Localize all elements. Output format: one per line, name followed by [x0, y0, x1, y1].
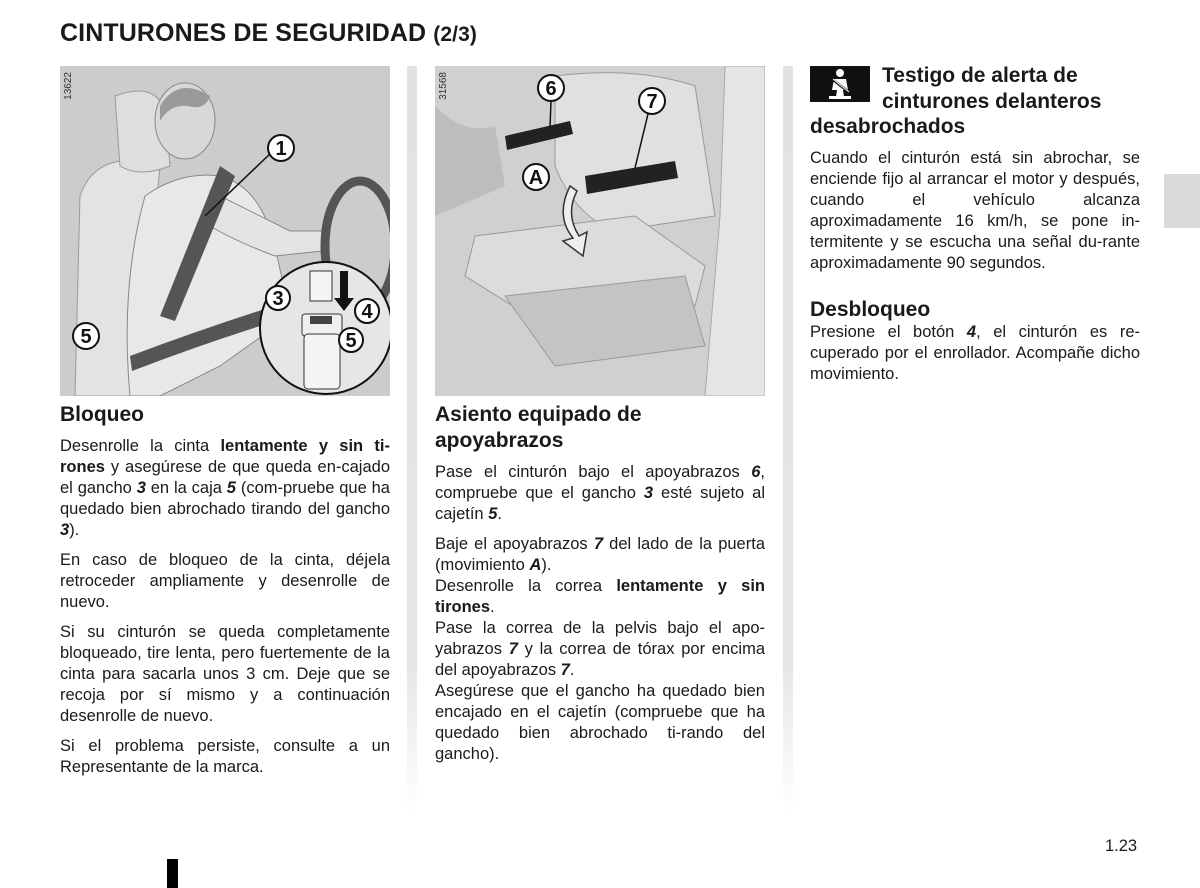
warning-title-line1: Testigo de alerta de [882, 64, 1078, 87]
figure-seat-armrests [435, 66, 765, 396]
paragraph-rich [435, 462, 765, 525]
emphasis-text: 7 [508, 640, 518, 658]
emphasis-text: 3 [60, 521, 70, 539]
column-asiento-apoyabrazos [435, 402, 765, 774]
svg-text:1: 1 [275, 138, 287, 160]
emphasis-text: 5 [226, 479, 236, 497]
callout-1 [268, 135, 294, 161]
svg-text:5: 5 [80, 326, 92, 348]
svg-text:3: 3 [272, 288, 284, 310]
emphasis-text: 6 [751, 463, 761, 481]
figure-code: 31568 [438, 72, 449, 100]
text-run: . [490, 598, 495, 616]
text-run: (com-pruebe que ha quedado bien abrochado tirando del gancho [60, 479, 390, 518]
text-run: Presione el botón [810, 323, 967, 341]
text-run: del lado de la puerta (movimiento [435, 535, 765, 574]
text-run: , compruebe que el gancho [435, 463, 765, 502]
text-run: ). [541, 556, 552, 574]
text-run: y asegúrese de que queda en-cajado el gancho [60, 458, 390, 497]
page-title [60, 19, 477, 48]
paragraph-rich [435, 576, 765, 618]
callout-7 [639, 88, 665, 114]
text-run: esté sujeto al cajetín [435, 484, 766, 523]
text-run: Pase el cinturón bajo el apoyabrazos [435, 463, 752, 481]
paragraph-rich [60, 436, 390, 541]
seatbelt-driver-illustration [60, 66, 390, 396]
seat-armrests-illustration [435, 66, 765, 396]
svg-text:4: 4 [361, 301, 373, 323]
callout-5 [73, 323, 99, 349]
text-run: en la caja [145, 479, 227, 497]
svg-text:5: 5 [345, 330, 357, 352]
text-run: Pase la correa de la pelvis bajo el apo-yabrazos [435, 619, 765, 658]
paragraph: En caso de bloqueo de la cinta, déjela retroceder ampliamente y desenrolle de nuevo. [60, 551, 390, 611]
section-tab [1164, 174, 1200, 228]
column-divider-2 [783, 66, 793, 814]
paragraph-rich [435, 618, 765, 681]
svg-text:7: 7 [646, 91, 658, 113]
paragraph: Asegúrese que el gancho ha quedado bien encajado en el cajetín (compruebe que ha quedado bien abrochado ti-rando del gancho). [435, 682, 765, 763]
text-run: Desenrolle la correa [435, 577, 617, 595]
warning-title [810, 63, 1140, 140]
emphasis-text: 7 [593, 535, 604, 553]
crop-mark [167, 859, 178, 888]
text-run: Desenrolle la cinta [60, 437, 221, 455]
callout-5-zoom [339, 328, 363, 352]
heading-desbloqueo: Desbloqueo [810, 298, 931, 321]
emphasis-text: lentamente y sin tirones [435, 577, 765, 616]
emphasis-text: 3 [136, 479, 146, 497]
text-run: ). [69, 521, 80, 539]
warning-title-line2: cinturones delanteros [882, 89, 1102, 113]
paragraph: Si el problema persiste, consulte a un Representante de la marca. [60, 737, 390, 776]
paragraph: Cuando el cinturón está sin abrochar, se enciende fijo al arrancar el motor y después, cuando el vehículo alcanza aproximadamente 16 km/h, se pone in-termitente y se escucha una señal du-rante aproximadamente 90 segundos. [810, 149, 1140, 272]
paragraph: Si su cinturón se queda completamente bloqueado, tire lenta, pero fuertemente de la cinta para sacarla unos 3 cm. Deje que se recoja por sí mismo y a continuación desenrolle de nuevo. [60, 623, 390, 725]
column-divider-1 [407, 66, 417, 814]
page-number: 1.23 [1105, 837, 1138, 855]
text-run: . [569, 661, 575, 679]
column-bloqueo [60, 402, 390, 787]
paragraph-rich [810, 322, 1140, 385]
warning-title-line3: desabrochados [810, 115, 966, 138]
callout-6 [538, 75, 564, 101]
figure-seatbelt-driver [60, 66, 390, 396]
callout-4 [355, 299, 379, 323]
text-run: y la correa de tórax por encima del apoyabrazos [435, 640, 765, 679]
emphasis-text: lentamente y sin ti-rones [60, 437, 390, 476]
emphasis-text: 5 [488, 505, 498, 523]
emphasis-text: 4 [966, 323, 977, 341]
emphasis-text: A [529, 556, 542, 574]
text-run: , el cinturón es re-cuperado por el enrollador. Acompañe dicho movimiento. [810, 323, 1140, 383]
heading-bloqueo: Bloqueo [60, 403, 144, 426]
column-testigo [810, 148, 1140, 394]
emphasis-text: 3 [643, 484, 654, 502]
paragraph-rich [435, 534, 765, 576]
callout-a [523, 164, 549, 190]
page-title-part: (2/3) [433, 23, 477, 46]
text-run: Baje el apoyabrazos [435, 535, 594, 553]
figure-code: 13622 [63, 72, 74, 100]
page-title-text: CINTURONES DE SEGURIDAD [60, 19, 427, 47]
text-run: . [497, 505, 502, 523]
callout-3 [266, 286, 290, 310]
heading-asiento: Asiento equipado de apoyabrazos [435, 403, 642, 452]
svg-text:6: 6 [545, 78, 557, 100]
svg-text:A: A [528, 167, 544, 189]
emphasis-text: 7 [560, 661, 570, 679]
